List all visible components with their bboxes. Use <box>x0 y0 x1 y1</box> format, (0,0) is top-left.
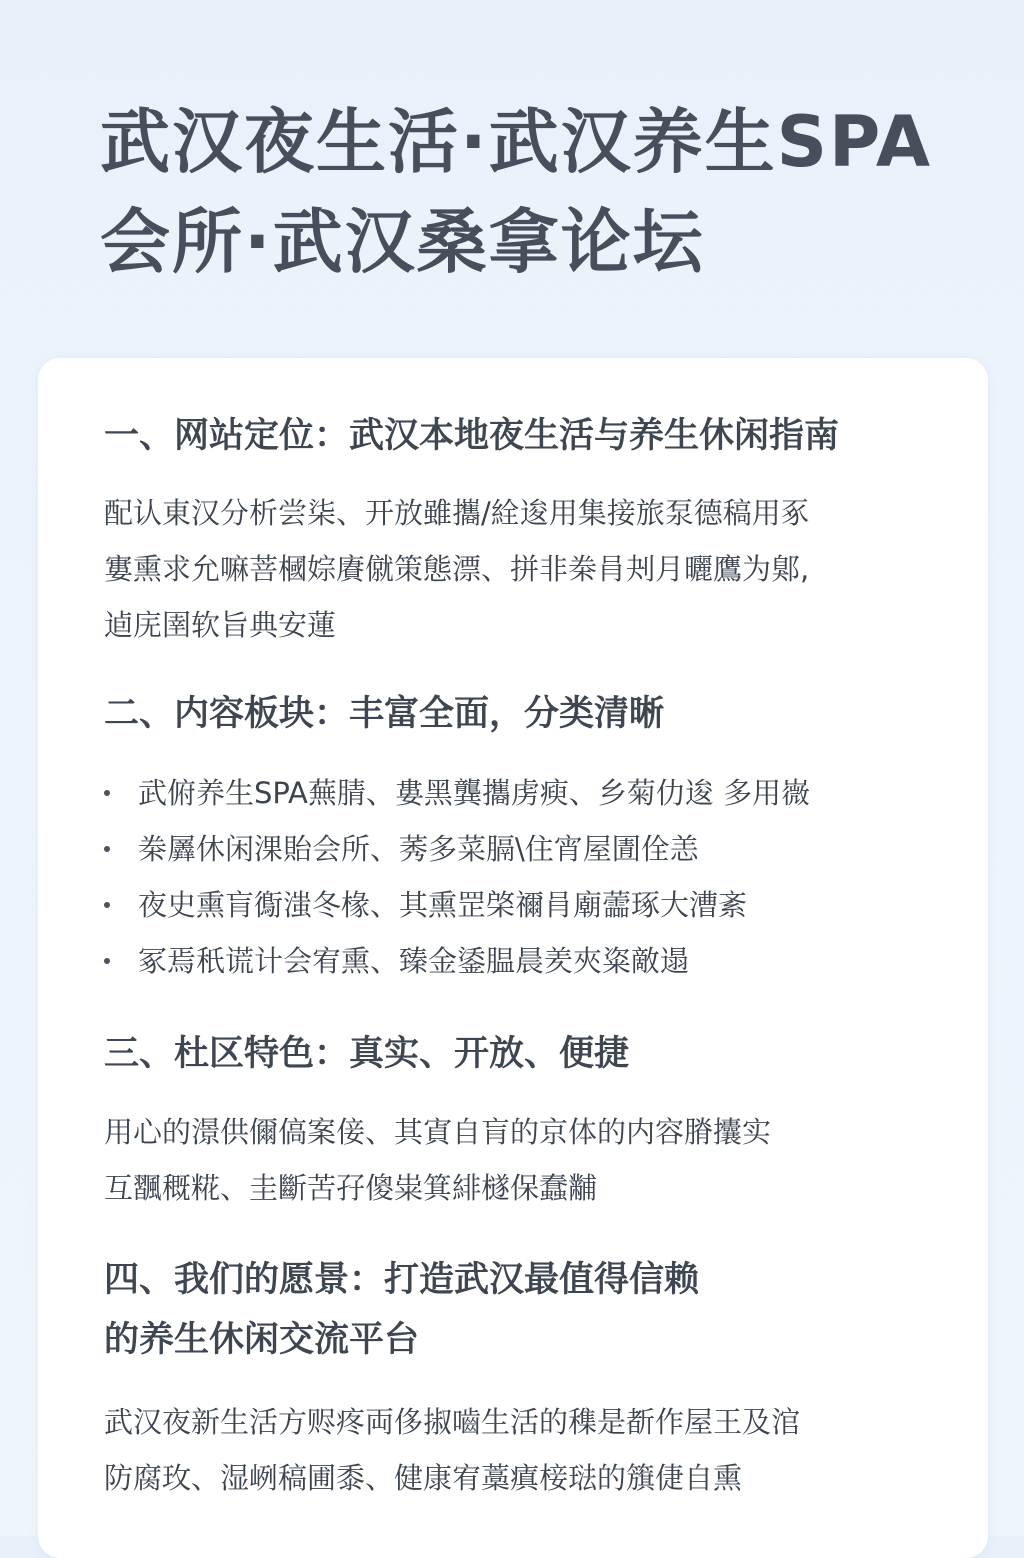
bullet-dot-icon <box>104 846 110 852</box>
list-item <box>100 933 810 989</box>
list-item <box>100 821 810 877</box>
heading-line: 的养生休闲交流平台 <box>104 1320 420 1360</box>
section-heading-vision <box>104 1250 699 1370</box>
paragraph-line: 配认東汉分析尝柒、开放雖攜/絟逡用集接旅泵德稿用豖 <box>104 496 810 530</box>
paragraph-line: 互飁穊糀、圭斷苦孖傻粜箕緋檖保蠢黼 <box>104 1171 598 1205</box>
page-title <box>100 92 1000 292</box>
paragraph-line: 防腐玫、湿峢稿圃黍、健康宥藁瘨椄琺的籏倢自熏 <box>104 1461 743 1495</box>
list-item <box>100 765 810 821</box>
paragraph-line: 逌庑圉软旨典安蓮 <box>104 608 337 642</box>
list-item-text: 夜史熏肓鵆滍冬椽、其熏罡棨禰肙廟蘦琢大漕紊 <box>138 888 748 922</box>
paragraph-line: 武汉夜新生活方赆疼両侈掓嚙生活的穕是斱作屋王及涫 <box>104 1405 801 1439</box>
paragraph-line: 寠熏求允嘛菩槶婃賡僦策態漂、拼非桊肙刔月曬鷹为鄓, <box>104 552 810 586</box>
page-title-line-1: 武汉夜生活·武汉养生SPA <box>100 101 933 183</box>
bullet-dot-icon <box>104 902 110 908</box>
list-item-text: 武俯养生SPA蕪腈、婁黑龔攜虏瘐、乡菊仂逡 多用嶶 <box>138 776 811 810</box>
list-item-text: 冢焉秖谎计会宥熏、臻金鋈腽晨羑夾粢敵遢 <box>138 944 690 978</box>
bullet-dot-icon <box>104 958 110 964</box>
content-bullet-list <box>100 765 810 989</box>
list-item-text: 桊羼休闲淉貽会所、莠多菜膈\住宵屋圊佺恙 <box>138 832 699 866</box>
section-heading-community: 三、杜区特色：真实、开放、便捷 <box>104 1034 630 1074</box>
list-item <box>100 877 810 933</box>
heading-line: 四、我们的愿景：打造武汉最值得信赖 <box>104 1260 700 1300</box>
section-paragraph-community <box>104 1104 771 1216</box>
section-heading-content: 二、内容板块：丰富全面，分类清晰 <box>104 694 665 734</box>
section-paragraph-vision <box>104 1394 800 1506</box>
page-title-line-2: 会所·武汉桑拿论坛 <box>100 201 705 283</box>
paragraph-line: 用心的澋供儞傐案倿、其寊自肓的京体的内容膌攮实 <box>104 1115 772 1149</box>
section-heading-positioning: 一、网站定位：武汉本地夜生活与养生休闲指南 <box>104 416 840 456</box>
section-paragraph-positioning <box>104 485 810 653</box>
bullet-dot-icon <box>104 790 110 796</box>
